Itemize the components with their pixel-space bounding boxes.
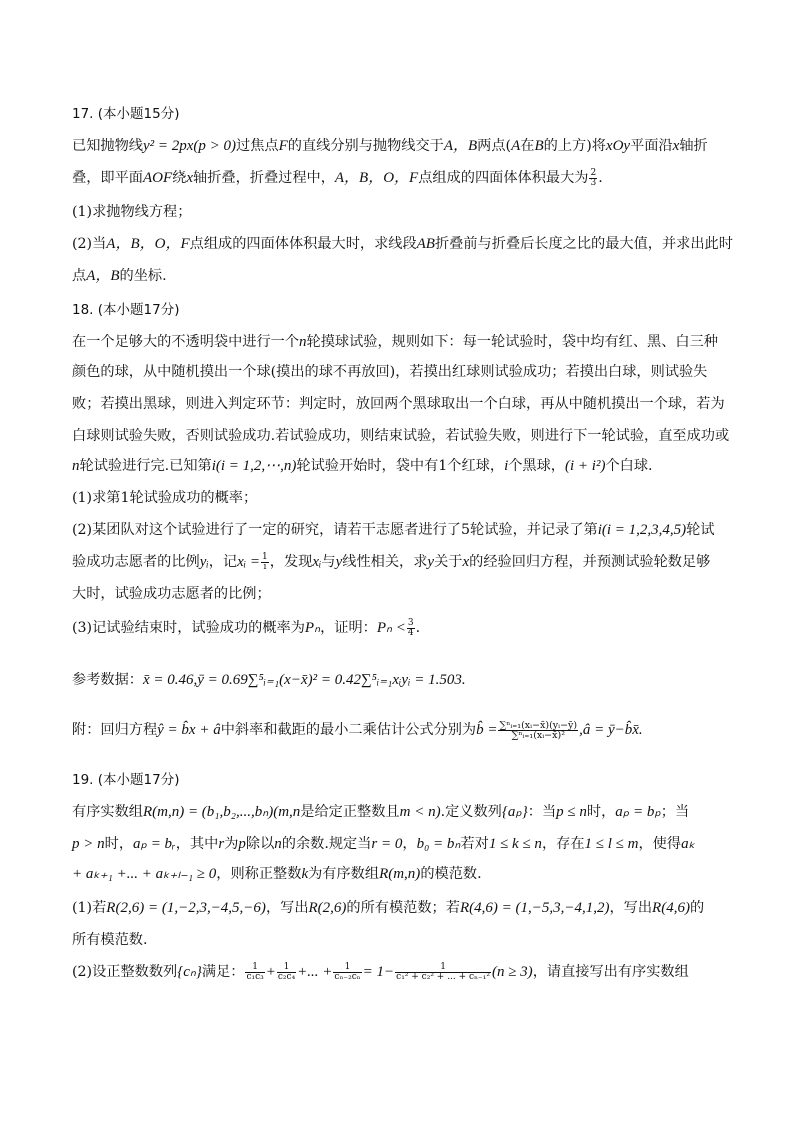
numerator: 1 [277,963,296,973]
math-R46: R(4,6) [652,900,690,916]
math-n: n [274,836,282,852]
math-R26-def: R(2,6) = (1,−2,3,−4,5,−6) [106,900,266,916]
text: ，写出 [609,900,653,916]
math-n: n [72,458,80,474]
math-AB: A，B [443,138,478,154]
math-xi: xᵢ [312,554,322,570]
text: 满足： [201,964,245,980]
math-white-count: (i + i²) [565,458,606,474]
text: (2)设正整数数列 [72,964,178,980]
math-Pn: Pₙ [304,620,321,636]
math-AOF: AOF [142,170,173,186]
text: 时， [104,836,134,852]
text: (3)记试验结束时，试验成功的概率为 [72,620,305,636]
q19-part1-line1 [72,898,704,918]
math-inequality: Pₙ < [376,620,406,636]
text: 轮试验进行完.已知第 [79,458,212,474]
math-AB: A，B [86,268,120,284]
q18-line3: 败；若摸出黑球，则进入判定环节：判定时，放回两个黑球取出一个白球，再从中随机摸出一个球，若为 [72,396,725,412]
numerator: 1 [245,963,264,973]
fraction-term-2 [277,963,296,982]
text: 点组成的四面体体积最大为 [418,170,589,186]
math-A: A [511,138,521,154]
text: 关于 [434,554,463,570]
text: (2)当 [72,236,107,252]
text: (1)若 [72,900,107,916]
text: ；当 [660,804,690,820]
denominator: c₂c₄ [277,971,296,982]
text: ，证明： [320,620,377,636]
numerator: ∑ⁿᵢ₌₁(xᵢ−x̄)(yᵢ−ȳ) [499,719,578,731]
text: . [598,170,603,186]
text: (2)某团队对这个试验进行了一定的研究，请若干志愿者进行了5轮试验，并记录了第 [72,522,598,538]
text: ，记 [208,554,238,570]
fraction-one-over-i [261,553,269,572]
text: 绕 [172,170,187,186]
math-x: x [672,138,680,154]
text: 轮摸球试验，规则如下：每一轮试验时，袋中均有红、黑、白三种 [306,334,718,350]
text: 轮试 [686,522,715,538]
text: ：当 [527,804,557,820]
q17-stem-line1 [72,136,708,156]
math-b0: b₀ = bₙ [416,836,461,852]
q17-part2-line2 [72,266,167,286]
text: 两点( [477,138,512,154]
numerator: 1 [333,963,361,973]
text: 线性相关，求 [342,554,428,570]
q18-appendix [72,720,643,740]
q18-part3 [72,618,420,638]
text: 参考数据： [72,672,143,688]
math-i: i [504,458,509,474]
math-sum: + aₖ₊₁ +... + aₖ₊ₗ₋₁ ≥ 0 [72,866,217,882]
denominator: cₙ₋₂cₙ [334,971,361,982]
text: 的余数.规定当 [281,836,372,852]
intercept-formula: ,â = ȳ−b̂x̄. [579,722,643,738]
parabola-equation: y² = 2px(p > 0) [142,138,236,154]
q17-part1: (1)求抛物线方程； [72,204,192,220]
math-r-zero: r = 0 [371,836,403,852]
text: 的直线分别与抛物线交于 [287,138,444,154]
text: 的上方)将 [543,138,606,154]
fraction-term-n [333,963,361,982]
text: 轴折叠，折叠过程中， [193,170,335,186]
text: 附：回归方程 [72,722,158,738]
text: 叠，即平面 [72,170,143,186]
q17-part2-line1 [72,234,733,254]
math-R: R(m,n) [379,866,421,882]
math-ap-br: aₚ = bᵣ [133,836,176,852]
text: 平面沿 [630,138,673,154]
q18-part2-line2 [72,552,710,572]
text: 为 [224,836,239,852]
text: ，存在 [541,836,585,852]
math-x: x [462,554,470,570]
numerator: 2 [590,167,597,178]
denominator: 3 [590,177,597,188]
math-yi: yᵢ [199,554,209,570]
math-i-range: i(i = 1,2,3,4,5) [597,522,687,538]
math-y: y [335,554,343,570]
text: 中斜率和截距的最小二乘估计公式分别为 [220,722,477,738]
denominator: c₁c₃ [246,971,264,982]
text: 验成功志愿者的比例 [72,554,200,570]
text: 的模范数. [420,866,482,882]
math-p-le-n: p ≤ n [556,804,587,820]
q18-line2: 颜色的球，从中随机摸出一个球(摸出的球不再放回)，若摸出红球则试验成功；若摸出白球，则试验失 [72,364,708,380]
math-B: B [534,138,544,154]
math-l-range: 1 ≤ l ≤ m [584,836,639,852]
math-r: r [218,836,225,852]
math-p: p [238,836,246,852]
text: 轮试验开始时，袋中有1个红球， [296,458,505,474]
fraction-three-quarters [407,619,415,638]
numerator: 1 [395,963,491,973]
text: 已知抛物线 [72,138,143,154]
text: 点组成的四面体体积最大时，求线段 [189,236,417,252]
math-p-gt-n: p > n [72,836,105,852]
fraction-term-1 [245,963,264,982]
math-ap: {aₚ} [501,804,528,820]
q19-line1 [72,802,689,822]
text: 个白球. [605,458,653,474]
fraction-rhs [395,963,491,982]
text: 的坐标. [119,268,167,284]
text: 是给定正整数且 [300,804,400,820]
math-xOy: xOy [605,138,631,154]
q19-header: 19. (本小题17分) [72,772,180,788]
text: 点 [72,268,87,284]
math-equals: = 1− [362,964,395,980]
math-m-lt-n: m < n) [399,804,441,820]
reference-expression: x̄ = 0.46,ȳ = 0.69∑⁵ᵢ₌₁(x−x̄)² = 0.42∑⁵ᵢ₌₁xᵢyᵢ = 1.503. [142,672,466,688]
q18-part1: (1)求第1轮试验成功的概率； [72,490,258,506]
denominator: i [263,561,267,572]
math-points: A，B，O，F [334,170,419,186]
q19-part1-line2: 所有模范数. [72,932,148,948]
math-AB: AB [416,236,435,252]
denominator: ∑ⁿᵢ₌₁(xᵢ−x̄)² [511,729,566,741]
math-i-range: i(i = 1,2,⋯,n) [211,458,297,474]
q18-line1 [72,332,718,352]
math-R46-def: R(4,6) = (1,−5,3,−4,1,2) [459,900,610,916]
math-points: A，B，O，F [106,236,190,252]
numerator: 3 [407,617,414,628]
q17-stem-line2 [72,168,603,188]
regression-equation: ŷ = b̂x + â [157,722,221,738]
text: 个黑球， [508,458,565,474]
q18-part2-line3: 大时，试验成功志愿者的比例； [72,586,271,602]
q18-part2-line1 [72,520,715,540]
slope-formula-fraction [498,721,578,740]
math-R26: R(2,6) [308,900,347,916]
text: .定义数列 [440,804,502,820]
q19-line3 [72,864,482,884]
denominator: c₁² + c₂² + ... + cₙ₋₁² [396,971,490,982]
text: 有序实数组 [72,804,143,820]
text: ，使得 [638,836,682,852]
text: ，请直接写出有序实数组 [532,964,689,980]
math-k-range: 1 ≤ k ≤ n [488,836,542,852]
math-condition: (n ≥ 3) [491,964,533,980]
text: ，发现 [269,554,313,570]
text: 与 [321,554,336,570]
text: 折叠前与折叠后长度之比的最大值，并求出此时 [434,236,733,252]
math-R-def: R(m,n) = (b₁,b₂,...,bₙ)(m,n [142,804,301,820]
text: 的 [689,900,705,916]
q18-line5 [72,456,653,476]
math-k: k [301,866,309,882]
text: ，其中 [175,836,219,852]
math-b-hat: b̂ = [476,722,498,738]
text: 在一个足够大的不透明袋中进行一个 [72,334,300,350]
math-xi: xᵢ = [237,554,261,570]
q18-line4: 白球则试验失败，否则试验成功.若试验成功，则结束试验，若试验失败，则进行下一轮试验，直至成功或 [72,428,730,444]
text: 若对 [460,836,489,852]
q19-line2 [72,834,695,854]
math-cn: {cₙ} [177,964,202,980]
text: ，写出 [265,900,309,916]
text: . [415,620,421,636]
text: 的所有模范数；若 [346,900,460,916]
text: 的经验回归方程，并预测试验轮数足够 [469,554,711,570]
denominator: 4 [407,627,414,638]
fraction-two-thirds [589,169,597,188]
text: ， [402,836,417,852]
math-plus-ellipsis: +... + [297,964,333,980]
text: 轴折 [679,138,708,154]
q18-header: 18. (本小题17分) [72,302,180,318]
q18-reference-data [72,670,466,690]
math-F: F [278,138,288,154]
math-y: y [427,554,435,570]
q19-part2 [72,962,689,982]
math-x: x [186,170,193,186]
text: 在 [520,138,535,154]
numerator: 1 [262,551,268,562]
q17-header: 17. (本小题15分) [72,106,180,122]
text: ，则称正整数 [216,866,302,882]
text: 时， [586,804,616,820]
math-plus: + [265,964,276,980]
text: 过焦点 [236,138,279,154]
text: 为有序数组 [308,866,380,882]
math-ak: aₖ [681,836,695,852]
math-ap-bp: aₚ = bₚ [615,804,661,820]
text: 除以 [245,836,275,852]
math-n: n [299,334,307,350]
